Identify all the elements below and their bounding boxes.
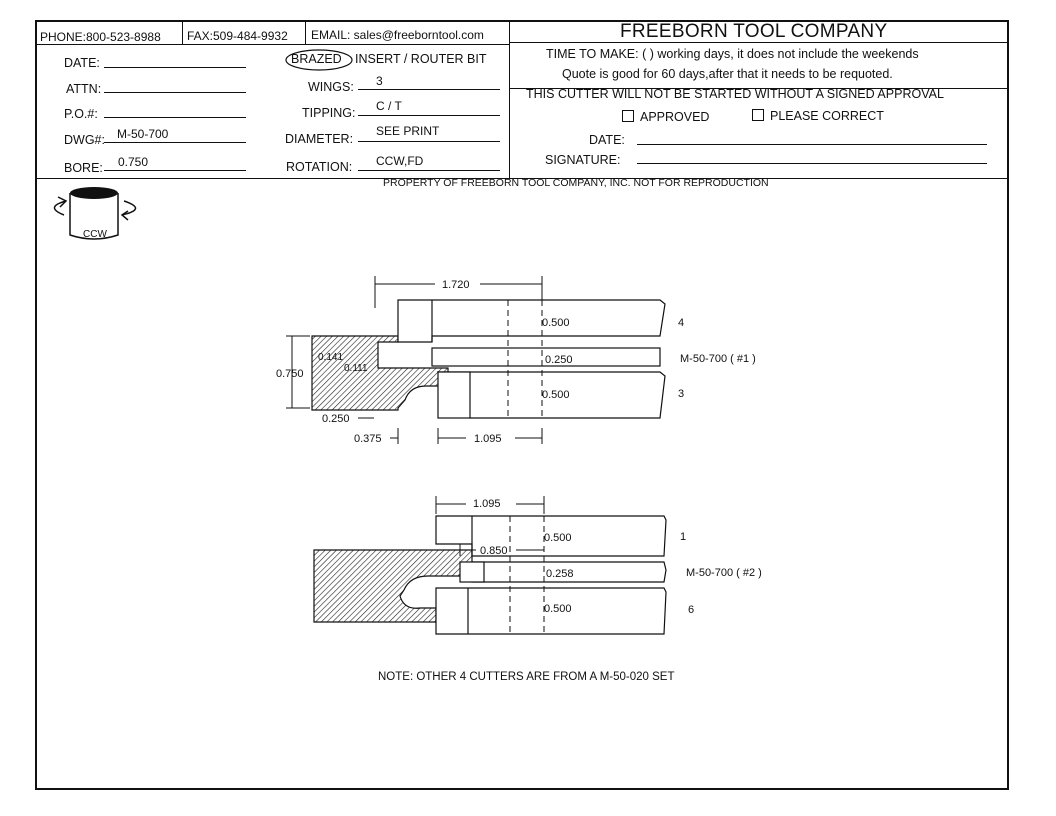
quote-validity-text: Quote is good for 60 days,after that it needs to be requoted.: [562, 67, 893, 81]
wings-value: 3: [376, 74, 383, 88]
cutter-3-width: 0.500: [542, 389, 570, 401]
dim-1095: 1.095: [474, 433, 502, 445]
attn-label: ATTN:: [66, 82, 102, 96]
phone-number: PHONE:800-523-8988: [40, 30, 161, 44]
approval-date-label: DATE:: [589, 133, 625, 147]
bore-label: BORE:: [64, 161, 103, 175]
dwg-value: M-50-700: [117, 127, 169, 141]
cutter-1-width: 0.500: [544, 532, 572, 544]
bore-value: 0.750: [118, 155, 149, 169]
please-correct-label: PLEASE CORRECT: [770, 109, 884, 123]
cutter-4-width: 0.500: [542, 317, 570, 329]
ccw-label: CCW: [83, 229, 107, 240]
wings-label: WINGS:: [308, 80, 354, 94]
approval-requirement-text: THIS CUTTER WILL NOT BE STARTED WITHOUT A SIGNED APPROVAL: [526, 87, 944, 101]
wings-field[interactable]: [358, 89, 500, 90]
cutter-drawing-1: [270, 268, 790, 458]
bore-field[interactable]: [104, 170, 246, 171]
property-note: PROPERTY OF FREEBORN TOOL COMPANY, INC. NOT FOR REPRODUCTION: [383, 177, 769, 189]
cutter-drawing-2: [300, 490, 800, 640]
ccw-rotation-icon: [44, 185, 156, 245]
cutter-mid-width: 0.250: [545, 354, 573, 366]
cutter-number-4: 4: [678, 317, 685, 329]
diameter-label: DIAMETER:: [285, 132, 354, 146]
dim-0111: 0.111: [344, 363, 368, 374]
diameter-value: SEE PRINT: [376, 124, 440, 138]
dim-0750: 0.750: [276, 368, 304, 380]
dwg-field[interactable]: [104, 142, 246, 143]
dim-0250: 0.250: [322, 413, 350, 425]
attn-field[interactable]: [104, 92, 246, 93]
approval-date-field[interactable]: [637, 144, 987, 145]
company-name: FREEBORN TOOL COMPANY: [620, 21, 888, 42]
part-label-2: M-50-700 ( #2 ): [686, 567, 762, 579]
tipping-label: TIPPING:: [302, 106, 356, 120]
rotation-value: CCW,FD: [376, 154, 424, 168]
header-divider-v1: [182, 20, 183, 44]
cutter-number-1: 1: [680, 531, 687, 543]
header-divider: [35, 44, 509, 45]
please-correct-checkbox[interactable]: [752, 109, 884, 123]
signature-field[interactable]: [637, 163, 987, 164]
dim-1720: 1.720: [442, 279, 470, 291]
approved-checkbox[interactable]: [622, 110, 709, 124]
dim-0375: 0.375: [354, 433, 382, 445]
time-to-make-text: TIME TO MAKE: ( ) working days, it does not include the weekends: [546, 47, 919, 61]
bottom-note: NOTE: OTHER 4 CUTTERS ARE FROM A M-50-020 SET: [378, 671, 675, 683]
date-field[interactable]: [104, 67, 246, 68]
cutter-number-6: 6: [688, 604, 695, 616]
email-address: EMAIL: sales@freeborntool.com: [311, 28, 484, 42]
signature-label: SIGNATURE:: [545, 153, 621, 167]
cutter-number-3: 3: [678, 388, 685, 400]
tipping-value: C / T: [376, 99, 402, 113]
date-label: DATE:: [64, 56, 100, 70]
checkbox-square-icon: [622, 110, 634, 122]
insert-router-options: INSERT / ROUTER BIT: [355, 52, 487, 66]
rotation-field[interactable]: [358, 170, 500, 171]
part-label-1: M-50-700 ( #1 ): [680, 353, 756, 365]
cutter-6-width: 0.500: [544, 603, 572, 615]
checkbox-square-icon: [752, 109, 764, 121]
brazed-circle: [284, 48, 354, 72]
tipping-field[interactable]: [358, 115, 500, 116]
rotation-label: ROTATION:: [286, 160, 353, 174]
approved-label: APPROVED: [640, 110, 710, 124]
header-divider-v3: [509, 20, 510, 178]
dim-1095-top: 1.095: [473, 498, 501, 510]
header-divider-v2: [305, 20, 306, 44]
po-field[interactable]: [104, 117, 246, 118]
cutter-mid-width-2: 0.258: [546, 568, 574, 580]
fax-number: FAX:509-484-9932: [187, 29, 288, 43]
diameter-field[interactable]: [358, 141, 500, 142]
po-label: P.O.#:: [64, 107, 98, 121]
dim-0141: 0.141: [318, 352, 344, 363]
dwg-label: DWG#:: [64, 133, 105, 147]
dim-0850: 0.850: [480, 545, 508, 557]
brazed-option: BRAZED: [291, 52, 342, 66]
